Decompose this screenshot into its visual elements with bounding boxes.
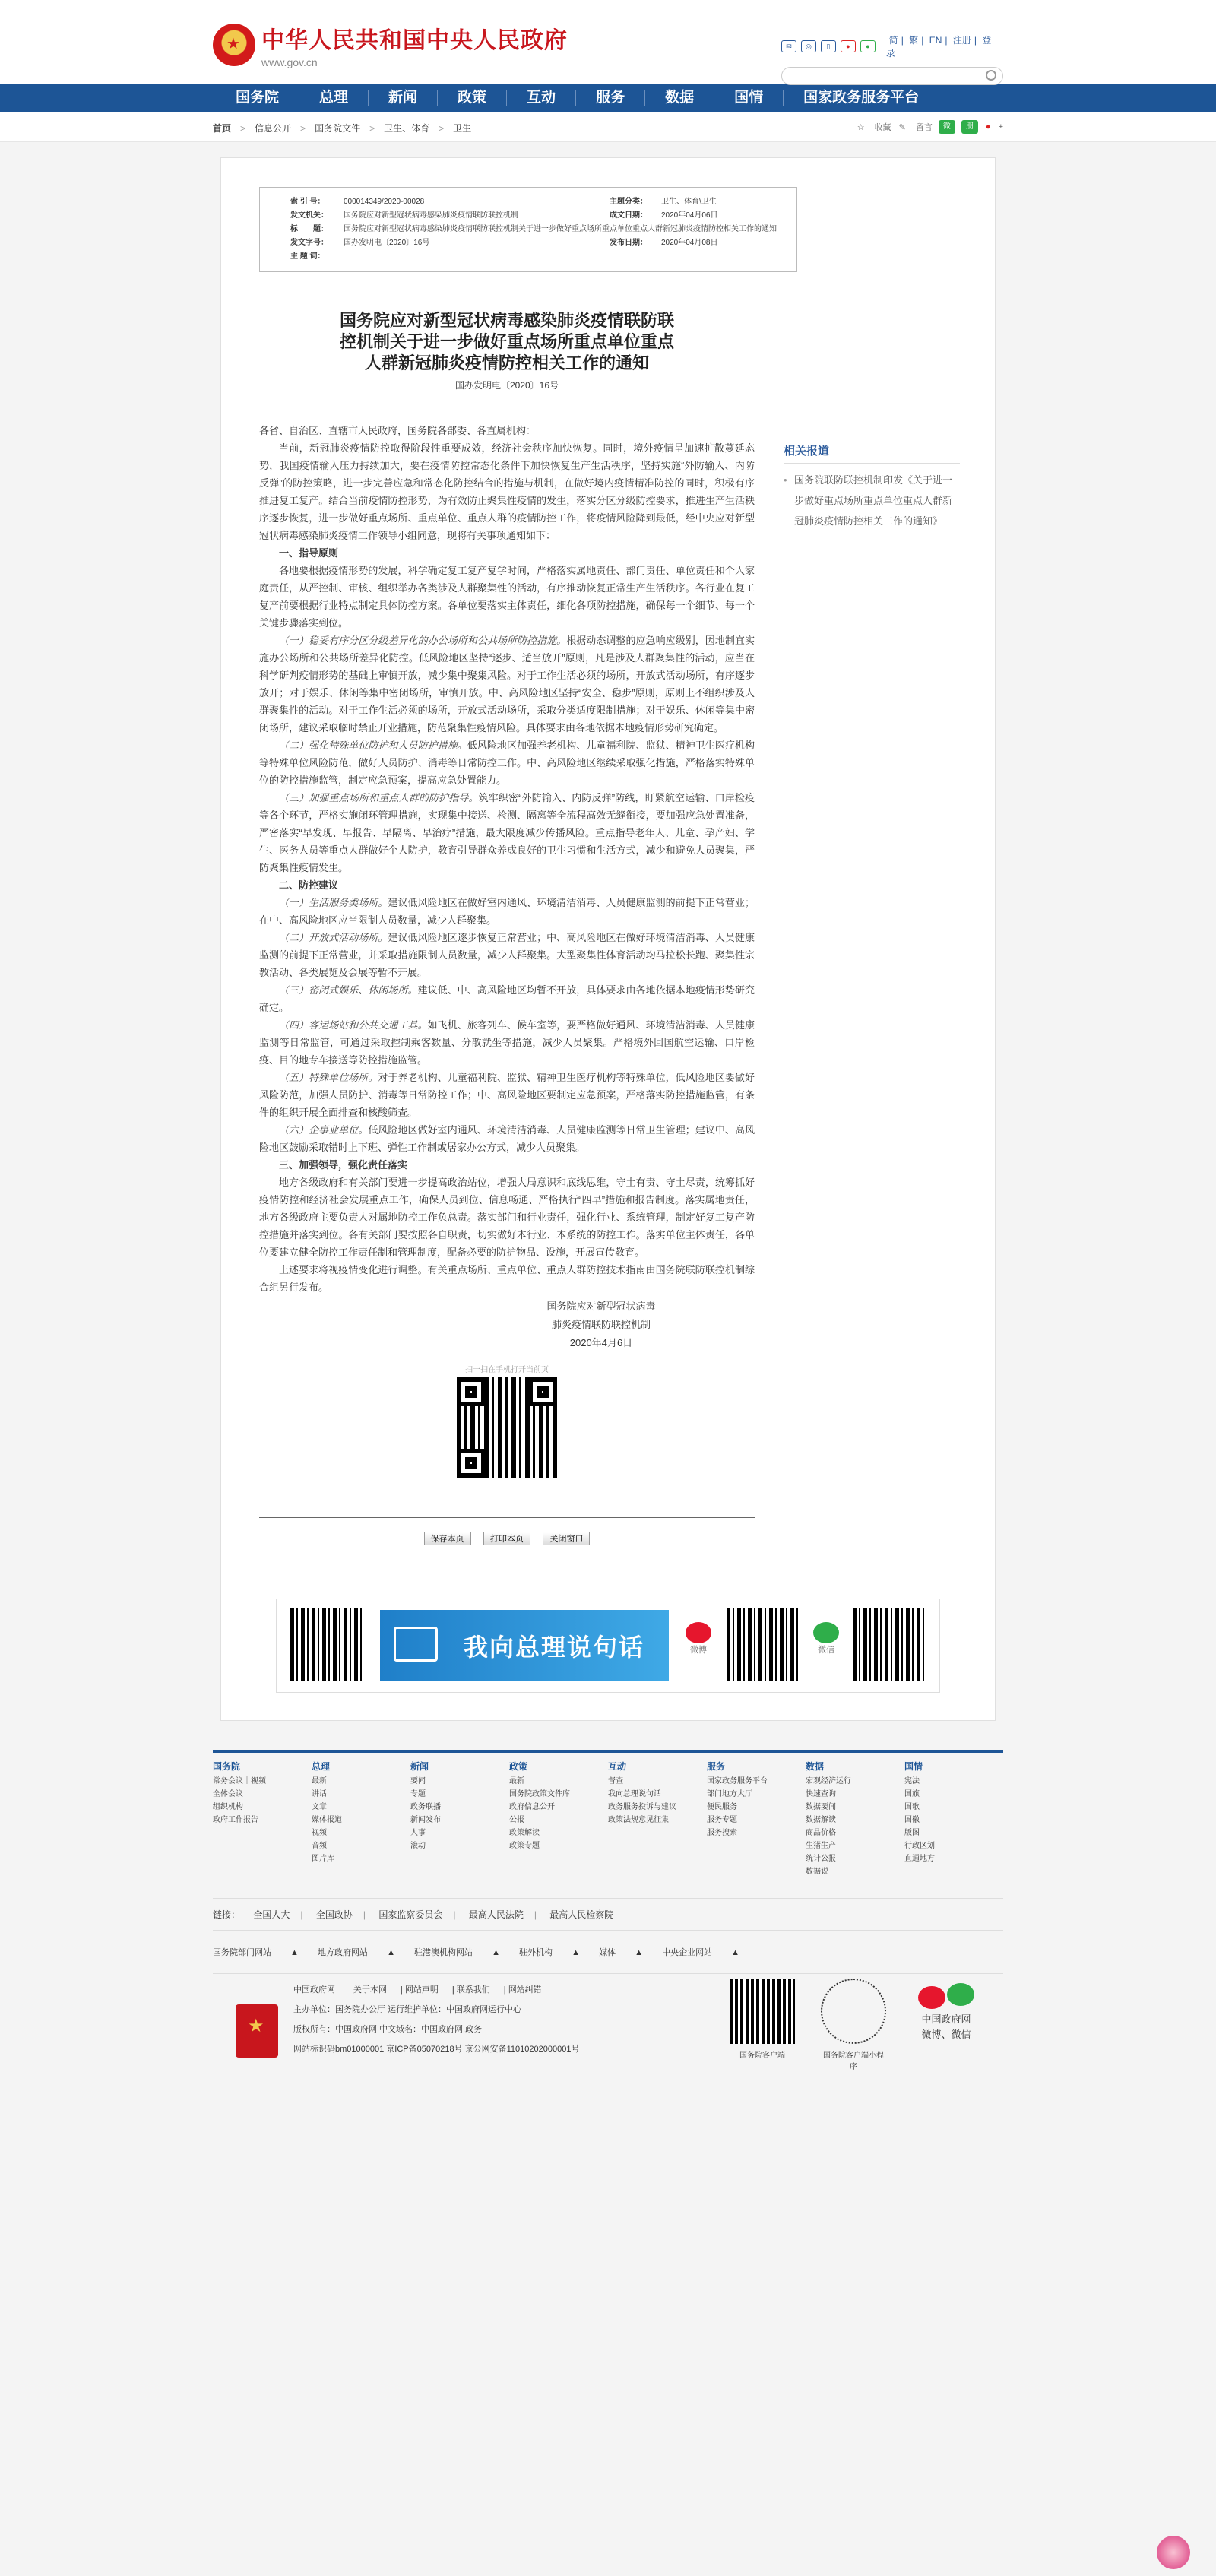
footer-social[interactable]: 中国政府网 微博、微信 bbox=[904, 1982, 988, 2042]
breadcrumb-item[interactable]: 国务院文件 bbox=[315, 123, 361, 134]
envelope-icon bbox=[394, 1627, 438, 1662]
meta-issuer: 国务院应对新型冠状病毒感染肺炎疫情联防联控机制 bbox=[344, 211, 518, 220]
footer-column-link[interactable]: 专题 bbox=[410, 1790, 426, 1798]
footer-column-link[interactable]: 讲话 bbox=[312, 1790, 327, 1798]
footer-column-link[interactable]: 要闻 bbox=[410, 1777, 426, 1785]
paragraph: （二）开放式活动场所。建议低风险地区逐步恢复正常营业；中、高风险地区在做好环境清洁消毒、人员健康监测的前提下正常营业，并采取措施限制人员数量，减少人群聚集。大型聚集性体育活动均马拉松长跑、聚集性宗教活动、各类展览及会展等暂不开展。 bbox=[259, 932, 755, 978]
site-logo[interactable] bbox=[213, 21, 568, 68]
footer-column-link[interactable]: 便民服务 bbox=[707, 1803, 737, 1811]
weibo-block[interactable]: 微博 bbox=[679, 1622, 717, 1656]
salutation: 各省、自治区、直辖市人民政府，国务院各部委、各直属机构： bbox=[259, 425, 537, 436]
footer-link[interactable]: 最高人民法院 bbox=[468, 1909, 524, 1920]
wechat-icon[interactable]: ● bbox=[860, 40, 876, 52]
meta-pubdate: 2020年04月08日 bbox=[661, 239, 718, 247]
footer-column-link[interactable]: 文章 bbox=[312, 1803, 327, 1811]
footer-column-link[interactable]: 新闻发布 bbox=[410, 1816, 441, 1824]
meta-date: 2020年04月06日 bbox=[661, 211, 718, 220]
footer-column bbox=[312, 1760, 410, 1878]
footer-link[interactable]: 最高人民检察院 bbox=[549, 1909, 614, 1920]
paragraph: 地方各级政府和有关部门要进一步提高政治站位，增强大局意识和底线思维，守土有责、守土尽责，统筹抓好疫情防控和经济社会发展重点工作，确保人员到位、信息畅通、严格执行“四早”措施和报告制度。落实属地责任，地方各级政府主要负责人对属地防控工作负总责。落实部门和行业责任，强化行业、系统管理，制定好复工复产防控措施并落实到位。各有关部门要按照各自职责，切实做好本行业、本系统的防控工作。落实单位主体责任，各单位要建立健全防控工作责任制和管理制度，配备必要的防护物品、设施，开展宣传教育。 bbox=[259, 1177, 755, 1258]
article-body bbox=[259, 422, 755, 1296]
footer-column-title[interactable]: 国情 bbox=[904, 1761, 923, 1772]
footer-column-link[interactable]: 政策法规意见征集 bbox=[608, 1816, 669, 1824]
footer-info: 中国政府网 | 关于本网 | 网站声明 | 联系我们 | 网站纠错 主办单位：国务院办公厅 运行维护单位：中国政府网运行中心 版权所有：中国政府网 中文域名：中国政府网.政务 网站标识码bm01000001 京ICP备05070218号 京公网安备11010202000001号 bbox=[293, 1980, 579, 2059]
weibo-icon bbox=[918, 1986, 945, 2009]
qr-code-icon bbox=[457, 1377, 557, 1478]
footer-column-link[interactable]: 数据说 bbox=[806, 1868, 828, 1876]
paragraph: （四）客运场站和公共交通工具。如飞机、旅客列车、候车室等，要严格做好通风、环境清洁消毒、人员健康监测等日常监管，可通过采取控制乘客数量、分散就坐等措施，减少人员聚集。严格境外回国航空运输、口岸检疫、目的地专车接送等防控措施监管。 bbox=[259, 1019, 755, 1066]
nav-item-premier[interactable]: 总理 bbox=[319, 90, 349, 106]
footer-bottom-link[interactable]: 关于本网 bbox=[353, 1985, 387, 1995]
qr-code-icon bbox=[730, 1979, 795, 2044]
footer bbox=[0, 1750, 1216, 2097]
main-nav bbox=[0, 84, 1216, 112]
footer-column-link[interactable]: 宏观经济运行 bbox=[806, 1777, 851, 1785]
footer-column bbox=[410, 1760, 509, 1878]
wechat-moments-icon[interactable]: 朋 bbox=[961, 120, 978, 134]
nav-item-state-council[interactable]: 国务院 bbox=[236, 90, 280, 106]
footer-column-link[interactable]: 服务专题 bbox=[707, 1816, 737, 1824]
document-meta-table: 索 引 号： 000014349/2020-00028 主题分类： 卫生、体育\卫生 发文机关： 国务院应对新型冠状病毒感染肺炎疫情联防联控机制 成文日期： 2020年04月06日 标 题： 国务院应对新型冠状病毒感染肺炎疫情联防联控机制关于进一步做好重点场所重点单位重点人群新冠肺炎疫情防控相关工作的通知 发文字号： 国办发明电〔2020〕16号 发布日期： 2020年04月08日 主 题 词： bbox=[259, 187, 797, 272]
footer-column bbox=[707, 1760, 806, 1878]
breadcrumb-item[interactable]: 卫生、体育 bbox=[384, 123, 430, 134]
footer-link[interactable]: 国家监察委员会 bbox=[378, 1909, 443, 1920]
footer-column-link[interactable]: 政务联播 bbox=[410, 1803, 441, 1811]
footer-bottom-link[interactable]: 中国政府网 bbox=[293, 1985, 335, 1995]
footer-column-link[interactable]: 宪法 bbox=[904, 1777, 920, 1785]
divider bbox=[259, 1517, 755, 1518]
footer-column-link[interactable]: 督查 bbox=[608, 1777, 623, 1785]
footer-column-link[interactable]: 最新 bbox=[509, 1777, 524, 1785]
section-heading: 一、指导原则 bbox=[279, 547, 339, 559]
footer-column-link[interactable]: 最新 bbox=[312, 1777, 327, 1785]
footer-column-link[interactable]: 国家政务服务平台 bbox=[707, 1777, 768, 1785]
footer-column-link[interactable]: 政务服务投诉与建议 bbox=[608, 1803, 676, 1811]
mini-program-code-icon bbox=[821, 1979, 886, 2044]
footer-column-link[interactable]: 音频 bbox=[312, 1842, 327, 1850]
footer-column-title[interactable]: 互动 bbox=[608, 1761, 627, 1772]
nav-item-service-platform[interactable]: 国家政务服务平台 bbox=[803, 90, 920, 106]
feedback-banner[interactable] bbox=[380, 1610, 669, 1681]
footer-column-link[interactable]: 部门地方大厅 bbox=[707, 1790, 752, 1798]
paragraph: （五）特殊单位场所。对于养老机构、儿童福利院、监狱、精神卫生医疗机构等特殊单位，低风险地区要做好风险防范，加强人员防护、消毒等日常防控工作；中、高风险地区要制定应急预案，严格落实防控措施监管，有条件的组织开展全面排查和核酸筛查。 bbox=[259, 1072, 755, 1118]
footer-column-link[interactable]: 公报 bbox=[509, 1816, 524, 1824]
sponsor-text: 主办单位：国务院办公厅 运行维护单位：中国政府网运行中心 bbox=[293, 2005, 522, 2014]
footer-bottom-link[interactable]: 联系我们 bbox=[456, 1985, 490, 1995]
paragraph: （三）加强重点场所和重点人群的防护指导。筑牢织密“外防输入、内防反弹”防线，盯紧航空运输、口岸检疫等各个环节，严格实施闭环管理措施，实现集中接送、检测、隔离等全流程高效无缝衔接，要加强应急处置准备，严密落实“早发现、早报告、早隔离、早治疗”措施，最大限度减少传播风险。重点指导老年人、儿童、孕产妇、学生、医务人员等重点人群做好个人防护，教育引导群众养成良好的卫生习惯和生活方式，减少和避免人员聚集，严防聚集性疫情发生。 bbox=[259, 792, 755, 873]
search-icon[interactable] bbox=[986, 70, 996, 81]
footer-column-link[interactable]: 组织机构 bbox=[213, 1803, 243, 1811]
client-qr: 国务院客户端 bbox=[730, 1979, 795, 2060]
footer-column-title[interactable]: 服务 bbox=[707, 1761, 726, 1772]
print-page-button[interactable]: 打印本页 bbox=[483, 1532, 530, 1545]
footer-column-link[interactable]: 图片库 bbox=[312, 1855, 334, 1863]
footer-column-link[interactable]: 国歌 bbox=[904, 1803, 920, 1811]
footer-column-title[interactable]: 数据 bbox=[806, 1761, 825, 1772]
meta-index: 000014349/2020-00028 bbox=[344, 198, 425, 206]
bottom-banner bbox=[276, 1599, 940, 1693]
related-item[interactable]: • 国务院联防联控机制印发《关于进一步做好重点场所重点单位重点人群新冠肺炎疫情防控相关工作的通知》 bbox=[784, 470, 960, 531]
nav-item-national-info[interactable]: 国情 bbox=[734, 90, 764, 106]
footer-sitemap bbox=[213, 1750, 1003, 1878]
footer-column-link[interactable]: 国旗 bbox=[904, 1790, 920, 1798]
breadcrumb-item[interactable]: 信息公开 bbox=[255, 123, 292, 134]
footer-link[interactable]: 全国人大 bbox=[253, 1909, 290, 1920]
paragraph: 上述要求将视疫情变化进行调整。有关重点场所、重点单位、重点人群防控技术指南由国务院联防联控机制综合组另行发布。 bbox=[259, 1264, 755, 1293]
save-page-button[interactable]: 保存本页 bbox=[424, 1532, 471, 1545]
sign-date: 2020年4月6日 bbox=[569, 1337, 633, 1348]
dropdown-overseas[interactable]: 驻外机构 ▲ bbox=[519, 1948, 580, 1957]
paragraph: （六）企事业单位。低风险地区做好室内通风、环境清洁消毒、人员健康监测等日常卫生管理；建议中、高风险地区鼓励采取错时上下班、弹性工作制或居家办公方式，减少人员聚集。 bbox=[259, 1124, 755, 1153]
mail-icon[interactable]: ✉ bbox=[781, 40, 796, 52]
footer-column-link[interactable]: 数据解读 bbox=[806, 1816, 836, 1824]
footer-column-title[interactable]: 总理 bbox=[312, 1761, 331, 1772]
footer-column-link[interactable]: 快速查询 bbox=[806, 1790, 836, 1798]
footer-column-link[interactable]: 人事 bbox=[410, 1829, 426, 1837]
nav-item-policy[interactable]: 政策 bbox=[458, 90, 487, 106]
miniprogram-qr: 国务院客户端小程序 bbox=[821, 1979, 886, 2071]
footer-column bbox=[904, 1760, 1003, 1878]
footer-column-title[interactable]: 新闻 bbox=[410, 1761, 429, 1772]
weibo-icon bbox=[686, 1622, 711, 1643]
page-qr bbox=[259, 1363, 755, 1478]
footer-column-link[interactable]: 生猪生产 bbox=[806, 1842, 836, 1850]
links-label: 链接： bbox=[213, 1909, 241, 1920]
footer-column-link[interactable]: 视频 bbox=[312, 1829, 327, 1837]
close-window-button[interactable]: 关闭窗口 bbox=[543, 1532, 590, 1545]
dropdown-media[interactable]: 媒体 ▲ bbox=[599, 1948, 644, 1957]
footer-column-link[interactable]: 全体会议 bbox=[213, 1790, 243, 1798]
section-heading: 二、防控建议 bbox=[279, 879, 339, 891]
footer-column-link[interactable]: 政策解读 bbox=[509, 1829, 540, 1837]
party-gov-badge-icon[interactable] bbox=[236, 2004, 278, 2058]
meta-title: 国务院应对新型冠状病毒感染肺炎疫情联防联控机制关于进一步做好重点场所重点单位重点人群新冠肺炎疫情防控相关工作的通知 bbox=[344, 225, 777, 233]
footer-column-title[interactable]: 政策 bbox=[509, 1761, 528, 1772]
footer-dropdowns bbox=[213, 1946, 1003, 1958]
search-input[interactable] bbox=[790, 68, 983, 84]
footer-bottom-link[interactable]: 网站纠错 bbox=[508, 1985, 542, 1995]
dropdown-hk-macao[interactable]: 驻港澳机构网站 ▲ bbox=[414, 1948, 500, 1957]
login-link[interactable]: 登录 bbox=[885, 35, 992, 59]
paragraph: （二）强化特殊单位防护和人员防护措施。低风险地区加强养老机构、儿童福利院、监狱、精神卫生医疗机构等特殊单位风险防范，做好人员防护、消毒等日常防控工作。中、高风险地区继续采取强化措施，严格落实特殊单位的防控措施监管，制定应急预案，提高应急处置能力。 bbox=[259, 740, 755, 786]
footer-column bbox=[213, 1760, 312, 1878]
footer-column bbox=[806, 1760, 904, 1878]
paragraph: 当前，新冠肺炎疫情防控取得阶段性重要成效，经济社会秩序加快恢复。同时，境外疫情呈加速扩散蔓延态势，我国疫情输入压力持续加大，要在疫情防控常态化条件下加快恢复生产生活秩序，坚持实施“外防输入、内防反弹”的防控策略，进一步完善应急和常态化防控结合的措施与机制，在做好境内疫情精准防控的同时，积极有序推进复工复产。结合当前疫情防控形势，为有效防止聚集性疫情的发生，落实分区分级防控要求，推进生产生活秩序逐步恢复，进一步做好重点场所、重点单位、重点人群的疫情防控工作，将疫情风险降到最低，经中央应对新型冠状病毒感染肺炎疫情工作领导小组同意，现将有关事项通知如下： bbox=[259, 442, 755, 541]
article bbox=[259, 310, 755, 1545]
footer-column bbox=[509, 1760, 608, 1878]
nav-item-service[interactable]: 服务 bbox=[596, 90, 625, 106]
footer-column-link[interactable]: 商品价格 bbox=[806, 1829, 836, 1837]
breadcrumb: 首页 > 信息公开 > 国务院文件 > 卫生、体育 > 卫生 bbox=[213, 122, 472, 134]
footer-column-title[interactable]: 国务院 bbox=[213, 1761, 241, 1772]
dropdown-departments[interactable]: 国务院部门网站 ▲ bbox=[213, 1948, 299, 1957]
footer-column-link[interactable]: 行政区划 bbox=[904, 1842, 935, 1850]
mobile-icon[interactable]: ▯ bbox=[821, 40, 836, 52]
related-heading: 相关报道 bbox=[784, 442, 960, 464]
lang-traditional-link[interactable]: 繁 bbox=[909, 35, 919, 46]
weibo-qr-icon bbox=[727, 1608, 800, 1681]
meta-topic: 卫生、体育\卫生 bbox=[661, 198, 717, 206]
banner-slogan: 我向总理说句话 bbox=[464, 1633, 645, 1662]
footer-column-link[interactable]: 国徽 bbox=[904, 1816, 920, 1824]
footer-column-link[interactable]: 常务会议｜视频 bbox=[213, 1777, 266, 1785]
footer-column-link[interactable]: 媒体报道 bbox=[312, 1816, 342, 1824]
top-header bbox=[0, 0, 1216, 84]
floating-assistant-icon[interactable] bbox=[1157, 2536, 1190, 2569]
register-link[interactable]: 注册 bbox=[952, 35, 971, 46]
app-icon[interactable]: ◎ bbox=[801, 40, 816, 52]
paragraph: （一）稳妥有序分区分级差异化的办公场所和公共场所防控措施。根据动态调整的应急响应级别，因地制宜实施办公场所和公共场所差异化防控。低风险地区坚持“逐步、适当放开”原则，凡是涉及人群聚集性的活动，应当在科学研判疫情形势的基础上审慎开放，减少集中聚集风险。对于工作生活必须的场所，开放式活动场所，有序逐步放开；对于娱乐、休闲等集中密闭场所，审慎开放。中、高风险地区坚持“安全、稳步”原则，原则上不组织涉及人群聚集性的活动。对于工作生活必须的场所，开放式活动场所，采取分类适度限制措施；对于娱乐、休闲等集中密闭场所，建议采取临时禁止开业措施，防范聚集性疫情风险。具体要求由各地依据本地疫情形势研究确定。 bbox=[259, 635, 755, 734]
footer-column-link[interactable]: 数据要闻 bbox=[806, 1803, 836, 1811]
content-panel bbox=[220, 157, 996, 1721]
article-title: 国务院应对新型冠状病毒感染肺炎疫情联防联控机制关于进一步做好重点场所重点单位重点人群新冠肺炎疫情防控相关工作的通知 bbox=[340, 311, 675, 373]
nav-item-interaction[interactable]: 互动 bbox=[527, 90, 556, 106]
lang-english-link[interactable]: EN bbox=[929, 35, 942, 46]
lang-simplified-link[interactable]: 简 bbox=[888, 35, 898, 46]
footer-column-link[interactable]: 直通地方 bbox=[904, 1855, 935, 1863]
share-tools bbox=[850, 120, 1003, 134]
footer-link[interactable]: 全国政协 bbox=[315, 1909, 353, 1920]
banner-qr-icon bbox=[290, 1608, 363, 1681]
more-share-icon[interactable]: + bbox=[998, 122, 1003, 131]
top-tools: ✉ ◎ ▯ ● ● 简 | 繁 | EN | 注册 | 登录 bbox=[781, 33, 1003, 85]
footer-links: 链接： 全国人大 | 全国政协 | 国家监察委员会 | 最高人民法院 | 最高人民检察院 bbox=[213, 1898, 1003, 1931]
copyright-text: 版权所有：中国政府网 中文域名：中国政府网.政务 bbox=[293, 2025, 483, 2034]
dropdown-local[interactable]: 地方政府网站 ▲ bbox=[318, 1948, 395, 1957]
qr-caption: 扫一扫在手机打开当前页 bbox=[465, 1366, 549, 1374]
nav-item-data[interactable]: 数据 bbox=[665, 90, 695, 106]
paragraph: （一）生活服务类场所。建议低风险地区在做好室内通风、环境清洁消毒、人员健康监测的前提下正常营业；在中、高风险地区应当限制人员数量，减少人群聚集。 bbox=[259, 897, 755, 926]
footer-column-link[interactable]: 政策专题 bbox=[509, 1842, 540, 1850]
wechat-icon bbox=[947, 1983, 974, 2006]
footer-bottom bbox=[213, 1973, 1003, 2097]
page-actions bbox=[259, 1532, 755, 1545]
paragraph: （三）密闭式娱乐、休闲场所。建议低、中、高风险地区均暂不开放，具体要求由各地依据本地疫情形势研究确定。 bbox=[259, 984, 755, 1013]
comment-button[interactable]: ✎ 留言 bbox=[898, 123, 933, 132]
signature-block: 国务院应对新型冠状病毒 肺炎疫情联防联控机制 2020年4月6日 bbox=[487, 1298, 715, 1352]
site-title: 中华人民共和国中央人民政府 bbox=[261, 27, 568, 54]
footer-column-link[interactable]: 版图 bbox=[904, 1829, 920, 1837]
footer-bottom-link[interactable]: 网站声明 bbox=[404, 1985, 439, 1995]
footer-column-link[interactable]: 我向总理说句话 bbox=[608, 1790, 661, 1798]
footer-column-link[interactable]: 政府工作报告 bbox=[213, 1816, 258, 1824]
favorite-button[interactable]: ☆ 收藏 bbox=[857, 123, 891, 132]
nav-item-news[interactable]: 新闻 bbox=[388, 90, 418, 106]
dropdown-enterprises[interactable]: 中央企业网站 ▲ bbox=[662, 1948, 740, 1957]
footer-column bbox=[608, 1760, 707, 1878]
weibo-icon[interactable]: ● bbox=[841, 40, 856, 52]
footer-column-link[interactable]: 统计公报 bbox=[806, 1855, 836, 1863]
wechat-qr-icon bbox=[853, 1608, 926, 1681]
search-box bbox=[781, 67, 1003, 85]
section-heading: 三、加强领导，强化责任落实 bbox=[279, 1159, 408, 1171]
wechat-icon bbox=[813, 1622, 839, 1643]
breadcrumb-bar bbox=[0, 112, 1216, 142]
icp-text: 网站标识码bm01000001 京ICP备05070218号 京公网安备11010202000001号 bbox=[293, 2045, 580, 2054]
wechat-share-icon[interactable]: 微 bbox=[939, 120, 955, 134]
footer-column-link[interactable]: 滚动 bbox=[410, 1842, 426, 1850]
meta-docno: 国办发明电〔2020〕16号 bbox=[344, 239, 430, 247]
breadcrumb-item[interactable]: 卫生 bbox=[453, 123, 472, 134]
national-emblem-icon bbox=[213, 24, 255, 66]
weibo-share-icon[interactable]: ● bbox=[985, 122, 991, 131]
footer-column-link[interactable]: 服务搜索 bbox=[707, 1829, 737, 1837]
breadcrumb-home[interactable]: 首页 bbox=[213, 123, 232, 134]
wechat-block[interactable]: 微信 bbox=[807, 1622, 845, 1656]
footer-column-link[interactable]: 政府信息公开 bbox=[509, 1803, 555, 1811]
article-doc-number: 国办发明电〔2020〕16号 bbox=[454, 380, 559, 391]
site-url: www.gov.cn bbox=[261, 56, 318, 68]
footer-column-link[interactable]: 国务院政策文件库 bbox=[509, 1790, 570, 1798]
related-reports bbox=[784, 442, 960, 531]
paragraph: 各地要根据疫情形势的发展，科学确定复工复产复学时间，严格落实属地责任、部门责任、单位责任和个人家庭责任，从严控制、审核、组织举办各类涉及人群聚集性的活动，有序推动恢复正常生产生活秩序。各行业在复工复产前要根据行业特点制定具体防控方案。各单位要落实主体责任，细化各项防控措施，确保每一个细节、每一个关键步骤落实到位。 bbox=[259, 565, 755, 629]
